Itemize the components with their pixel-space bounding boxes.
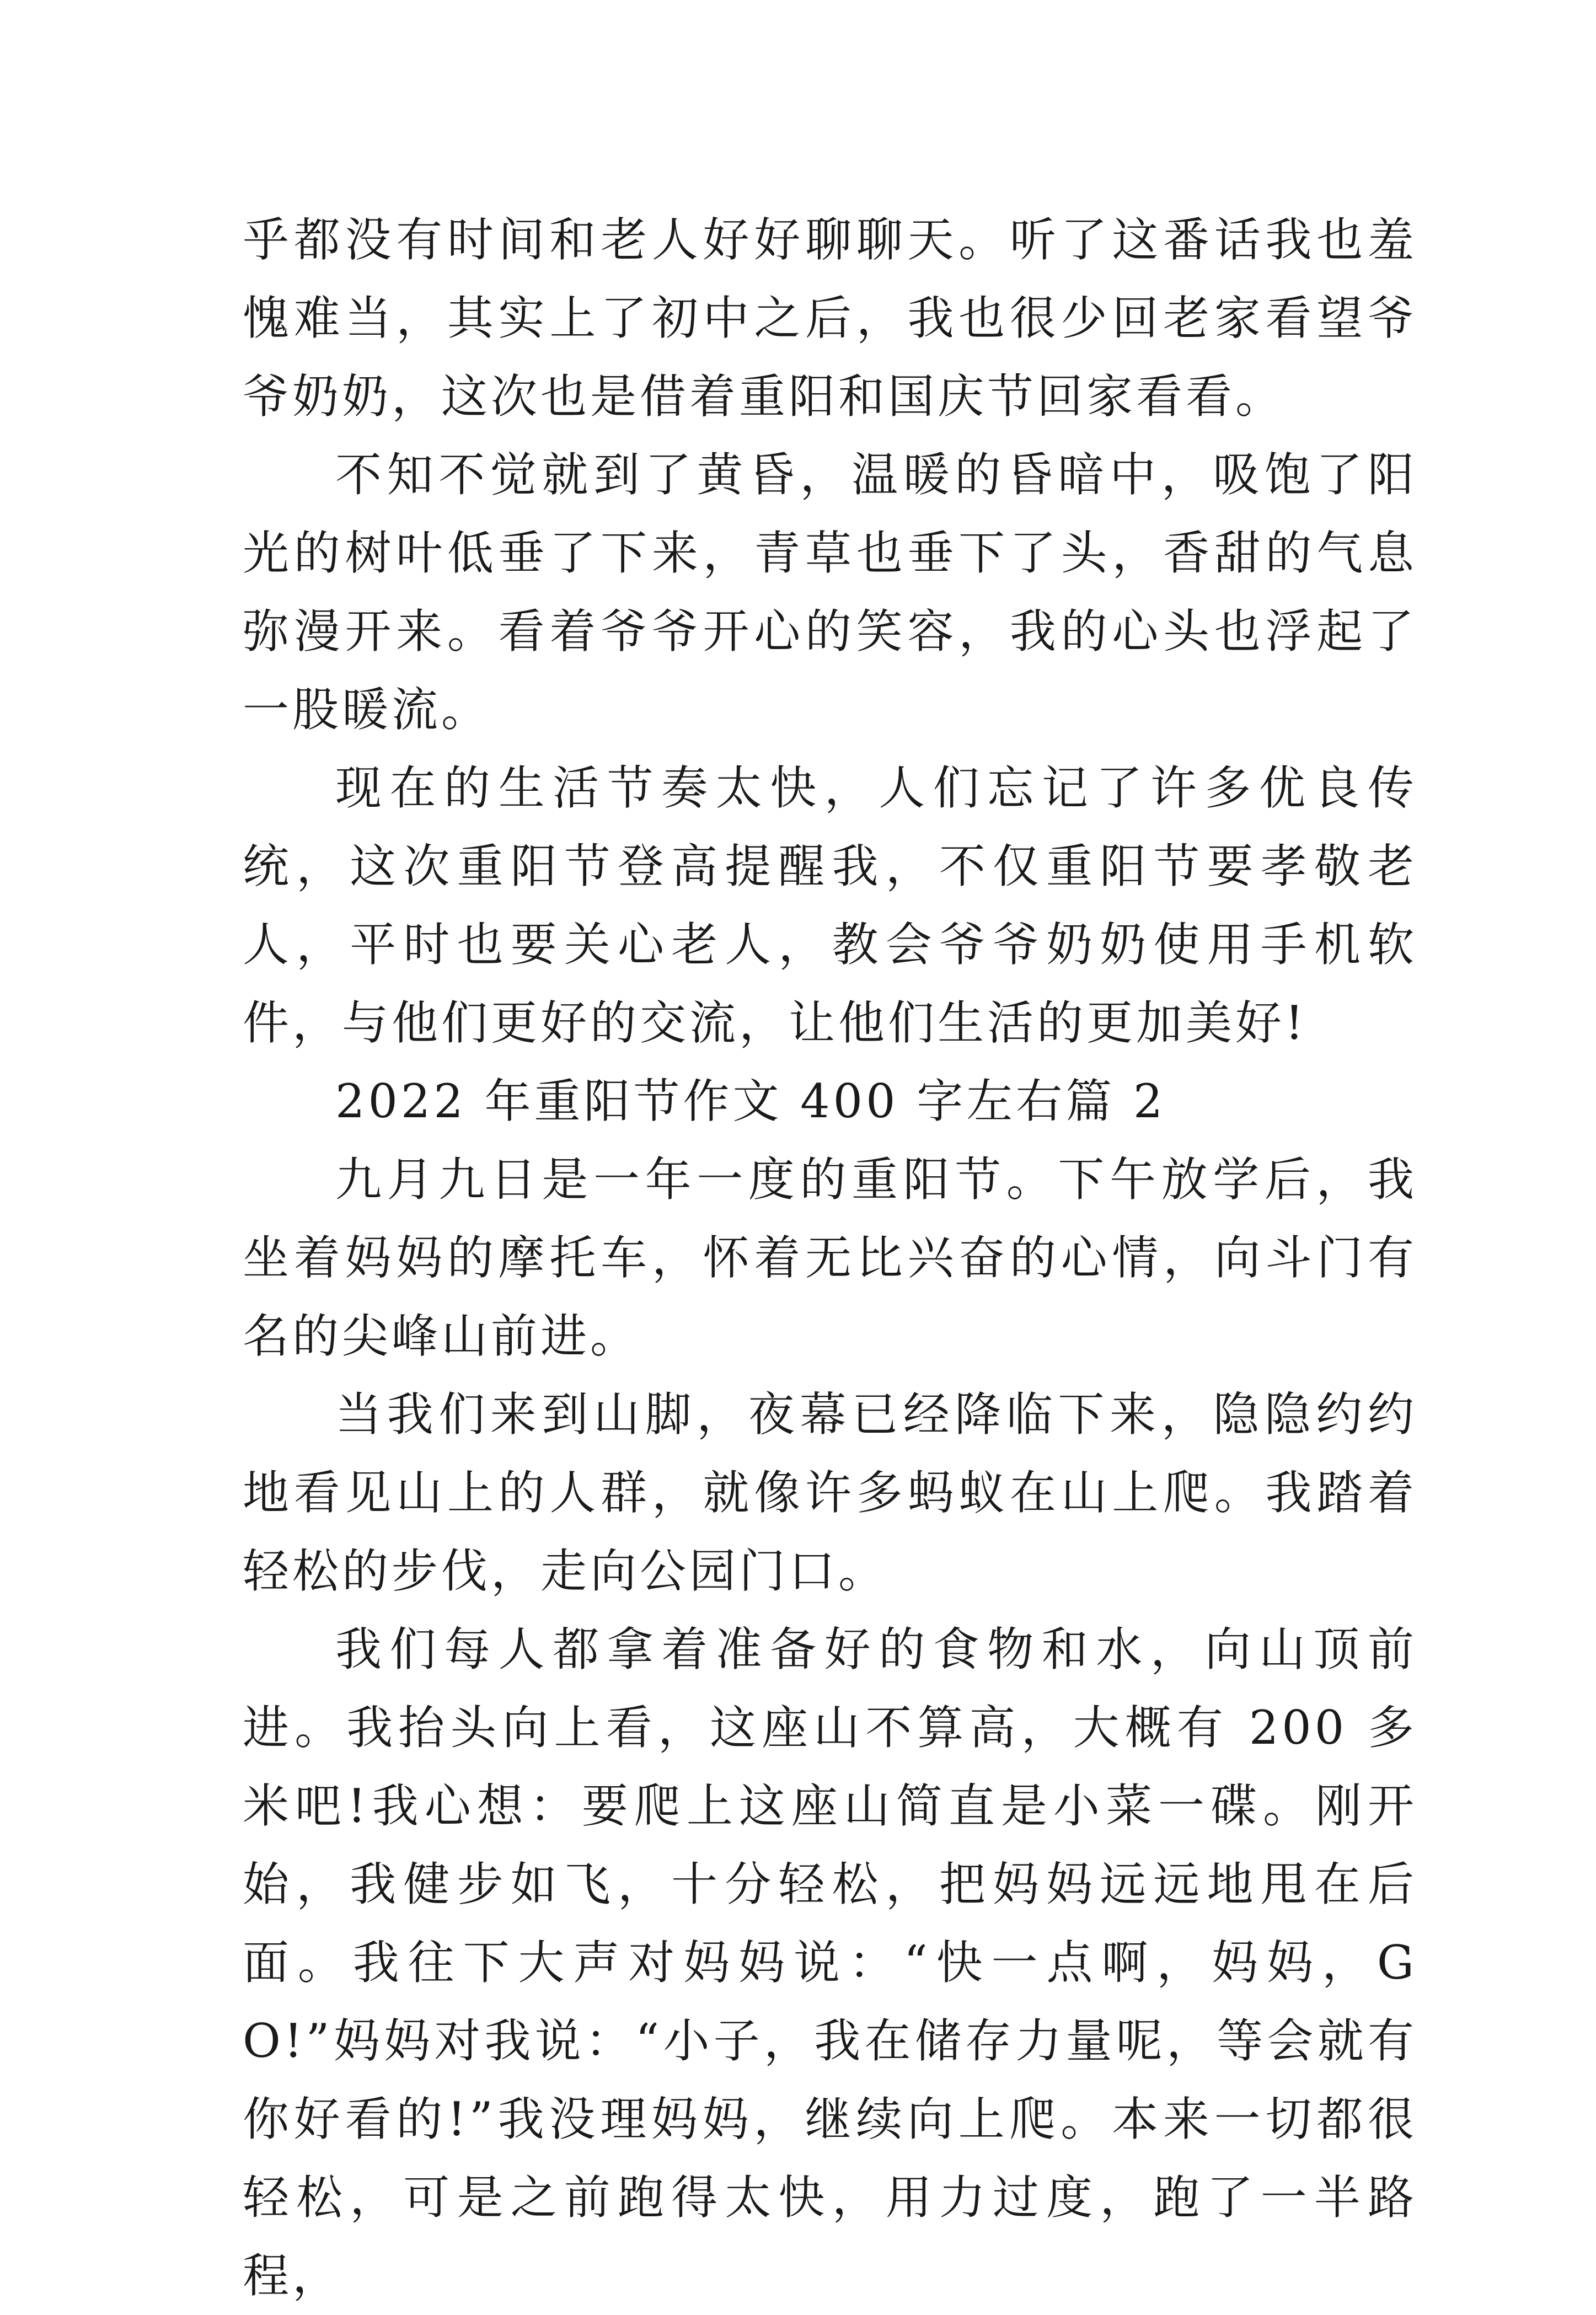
paragraph-4: 九月九日是一年一度的重阳节。下午放学后，我坐着妈妈的摩托车，怀着无比兴奋的心情，向斗门有名的尖峰山前进。: [243, 1153, 1417, 1363]
paragraph-1: 乎都没有时间和老人好好聊聊天。听了这番话我也羞愧难当，其实上了初中之后，我也很少回老家看望爷爷奶奶，这次也是借着重阳和国庆节回家看看。: [243, 213, 1417, 424]
section-title: 2022 年重阳节作文 400 字左右篇 2: [335, 1074, 1166, 1128]
paragraph-5: 当我们来到山脚，夜幕已经降临下来，隐隐约约地看见山上的人群，就像许多蚂蚁在山上爬。我踏着轻松的步伐，走向公园门口。: [243, 1387, 1417, 1598]
document-body: [243, 201, 1417, 2315]
paragraph-2: 不知不觉就到了黄昏，温暖的昏暗中，吸饱了阳光的树叶低垂了下来，青草也垂下了头，香甜的气息弥漫开来。看着爷爷开心的笑容，我的心头也浮起了一股暖流。: [243, 448, 1417, 737]
paragraph-3: 现在的生活节奏太快，人们忘记了许多优良传统，这次重阳节登高提醒我，不仅重阳节要孝敬老人，平时也要关心老人，教会爷爷奶奶使用手机软件，与他们更好的交流，让他们生活的更加美好!: [243, 761, 1417, 1050]
paragraph-6: 我们每人都拿着准备好的食物和水，向山顶前进。我抬头向上看，这座山不算高，大概有 200 多米吧!我心想：要爬上这座山简直是小菜一碟。刚开始，我健步如飞，十分轻松，把妈妈远远地甩在后面。我往下大声对妈妈说：“快一点啊，妈妈，GO!”妈妈对我说：“小子，我在储存力量呢，等会就有你好看的!”我没理妈妈，继续向上爬。本来一切都很轻松，可是之前跑得太快，用力过度，跑了一半路程，: [243, 1622, 1417, 2303]
